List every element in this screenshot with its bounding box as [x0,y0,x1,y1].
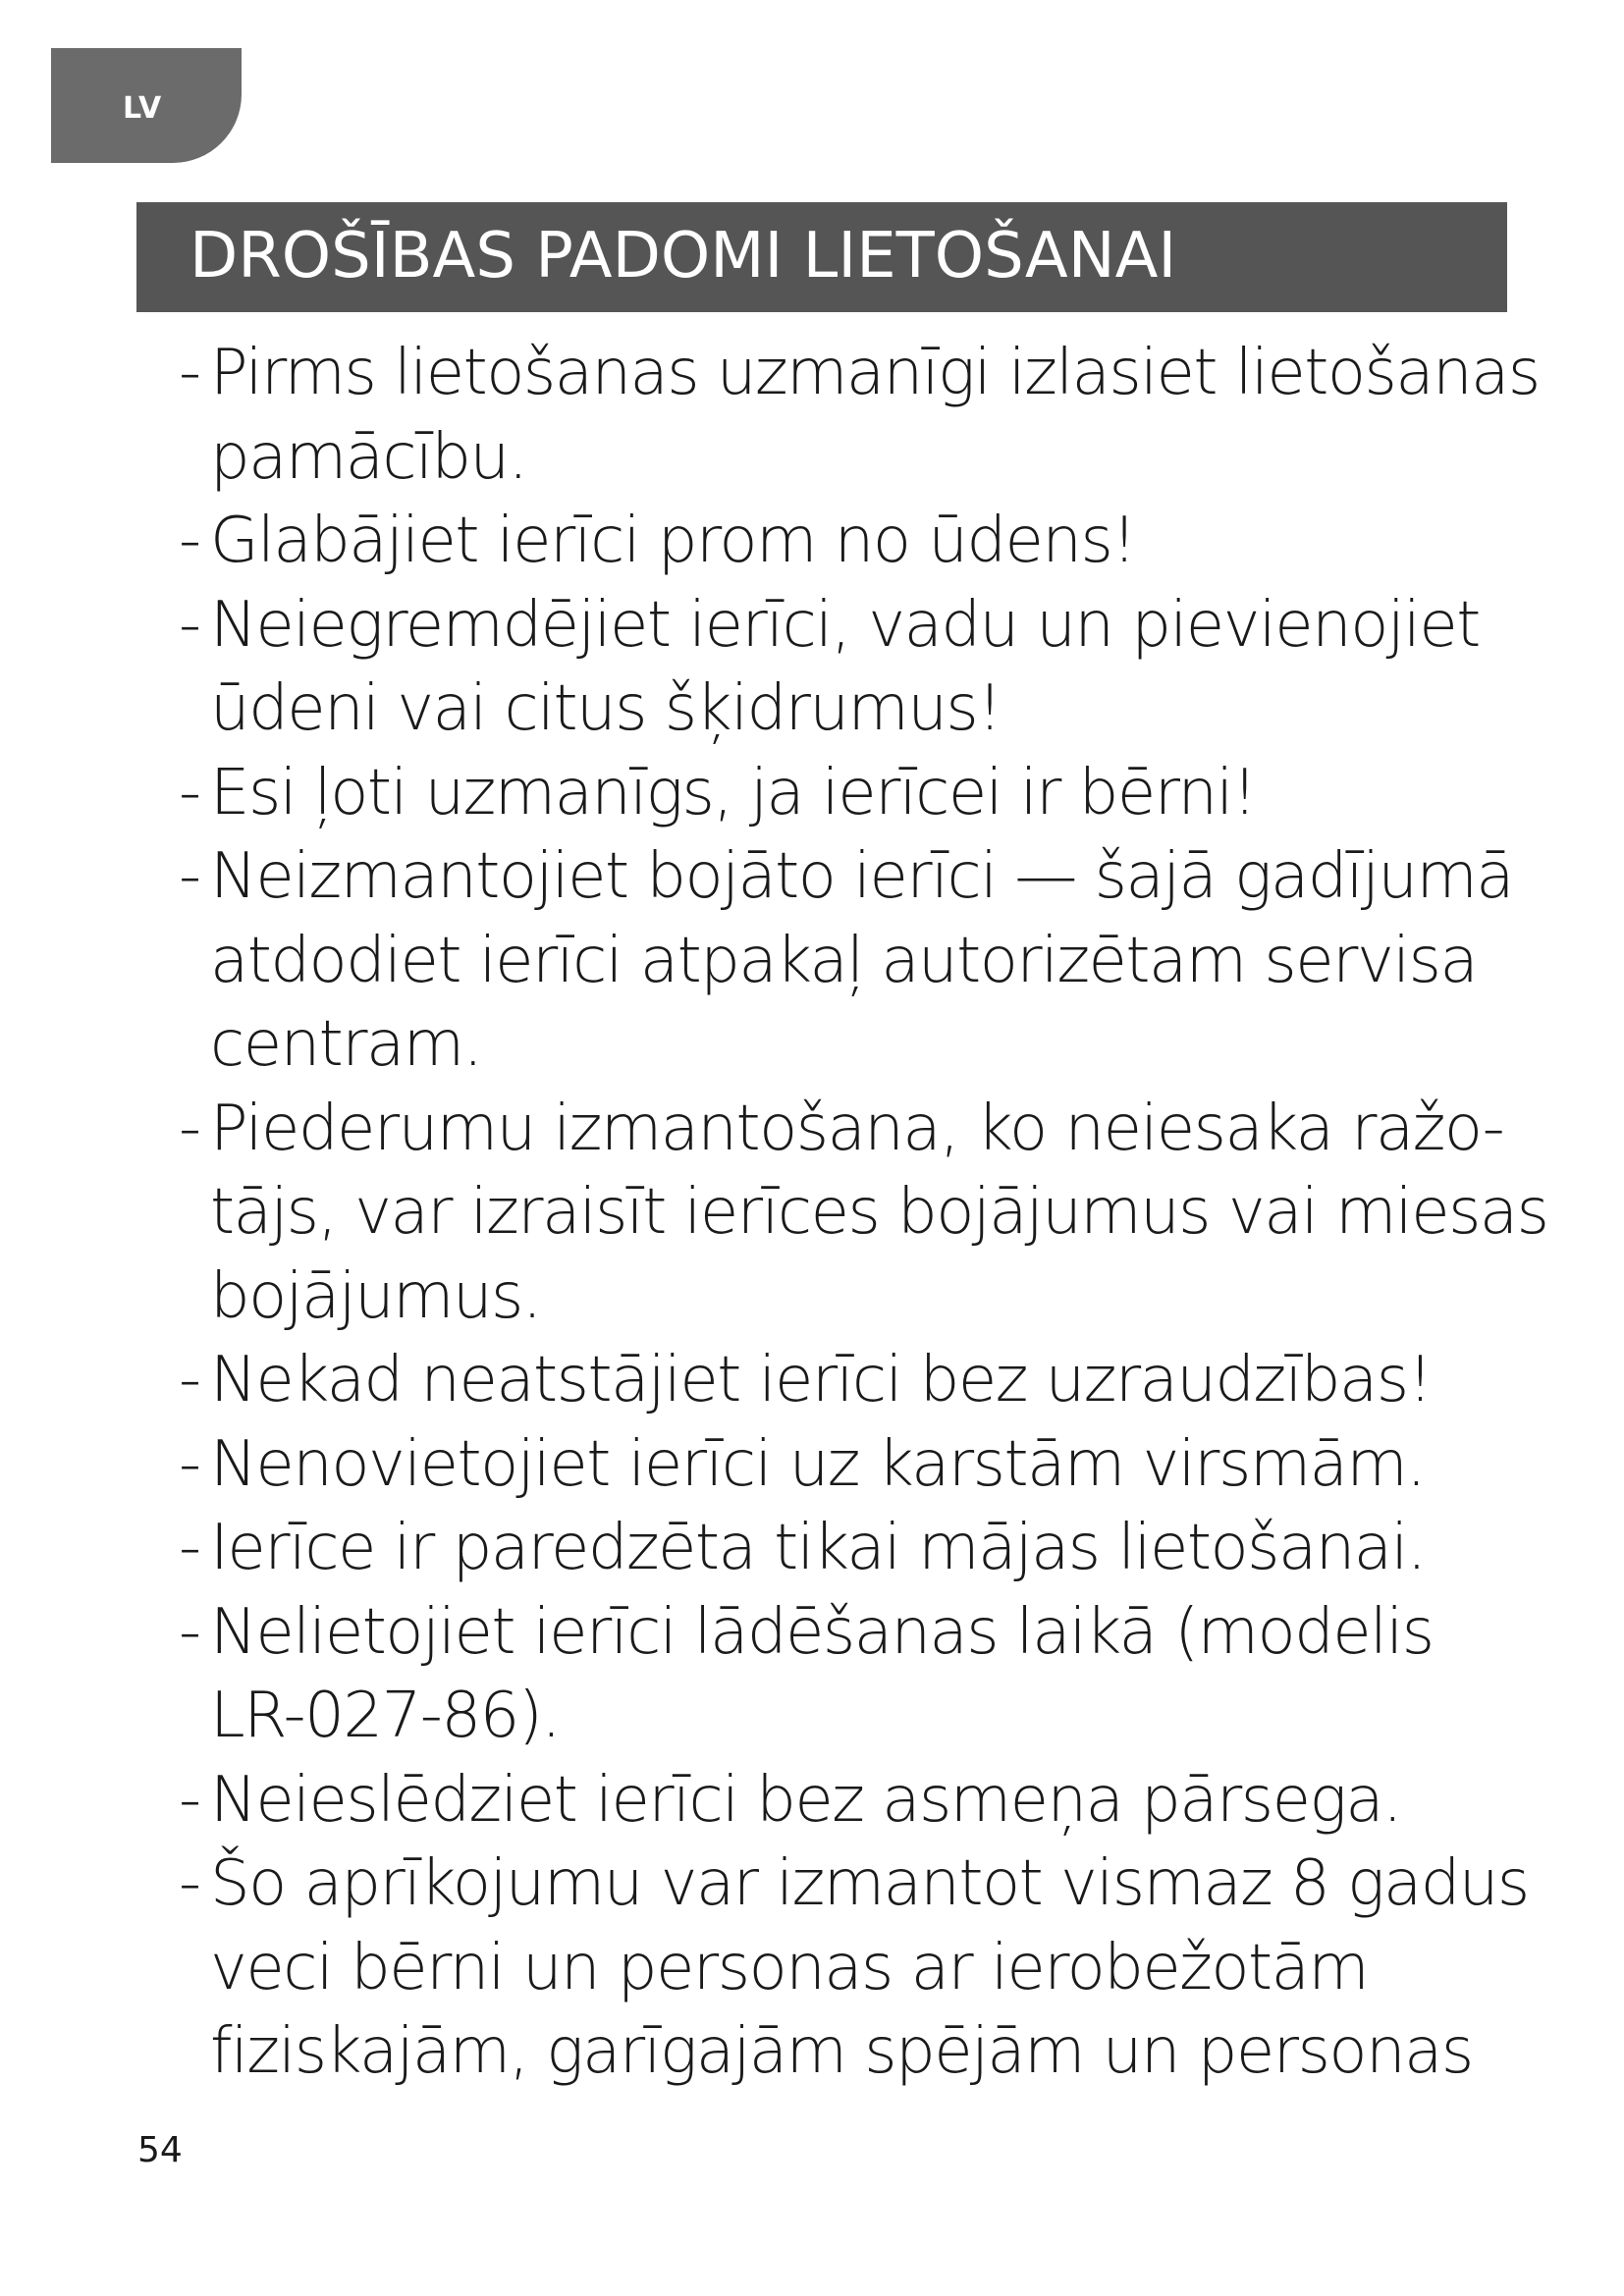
safety-tip-text: Šo aprīkojumu var izmantot vismaz 8 gadus [210,1847,1529,1920]
bullet-dash: - [179,588,200,662]
safety-tip-item [179,584,1553,752]
safety-tip-text: pamācību. [210,420,527,494]
safety-tip-text: bojājumus. [210,1259,541,1333]
safety-tip-text: Neizmantojiet bojāto ierīci — šajā gadījumā [210,840,1513,913]
bullet-dash: - [179,1344,200,1416]
bullet-dash: - [179,1595,200,1669]
bullet-dash: - [179,1092,200,1165]
safety-tip-item [179,500,1553,584]
safety-tip-item [179,1842,1553,2095]
safety-tip-text: ūdeni vai citus šķidrumus! [210,672,1001,745]
page-number: 54 [137,2130,183,2170]
safety-tip-text: veci bērni un personas ar ierobežotām [210,1931,1369,2004]
safety-tip-text: Piederumu izmantošana, ko neiesaka ražo- [210,1092,1504,1165]
section-title: DROŠĪBAS PADOMI LIETOŠANAI [189,220,1177,293]
safety-tip-text: LR-027-86). [210,1680,561,1752]
safety-tip-text: Pirms lietošanas uzmanīgi izlasiet lietošanas [210,337,1540,409]
bullet-dash: - [179,1512,200,1584]
safety-tip-text: Neiegremdējiet ierīci, vadu un pievienojiet [210,588,1480,662]
safety-tip-text: Nelietojiet ierīci lādēšanas laikā (modelis [210,1595,1434,1669]
language-tab-label: LV [123,91,163,126]
bullet-dash: - [179,840,200,913]
safety-tip-text: Ierīce ir paredzēta tikai mājas lietošanai. [210,1512,1426,1584]
safety-tip-item [179,1339,1553,1423]
safety-tip-text: Neieslēdziet ierīci bez asmeņa pārsega. [210,1763,1401,1837]
safety-tip-text: Nenovietojiet ierīci uz karstām virsmām. [210,1427,1426,1501]
language-tab [51,48,242,163]
safety-tip-item [179,1507,1553,1591]
safety-tip-text: centram. [210,1008,482,1081]
bullet-dash: - [179,1847,200,1920]
safety-tip-item [179,1759,1553,1843]
bullet-dash: - [179,756,200,829]
safety-tip-item [179,1423,1553,1508]
safety-tip-text: Glabājiet ierīci prom no ūdens! [210,505,1136,577]
safety-tips-list [179,332,1553,2095]
bullet-dash: - [179,337,200,409]
safety-tip-item [179,835,1553,1088]
bullet-dash: - [179,1763,200,1837]
safety-tip-item [179,1088,1553,1340]
safety-tip-item [179,1591,1553,1759]
safety-tip-text: atdodiet ierīci atpakaļ autorizētam servisa [210,924,1478,997]
bullet-dash: - [179,1427,200,1501]
safety-tip-item [179,332,1553,500]
safety-tip-text: Nekad neatstājiet ierīci bez uzraudzības! [210,1344,1432,1416]
bullet-dash: - [179,505,200,577]
section-header [136,202,1507,312]
safety-tip-item [179,752,1553,836]
safety-tip-text: fiziskajām, garīgajām spējām un personas [210,2015,1473,2088]
safety-tip-text: Esi ļoti uzmanīgs, ja ierīcei ir bērni! [210,756,1256,829]
safety-tip-text: tājs, var izraisīt ierīces bojājumus vai miesas [210,1176,1548,1249]
